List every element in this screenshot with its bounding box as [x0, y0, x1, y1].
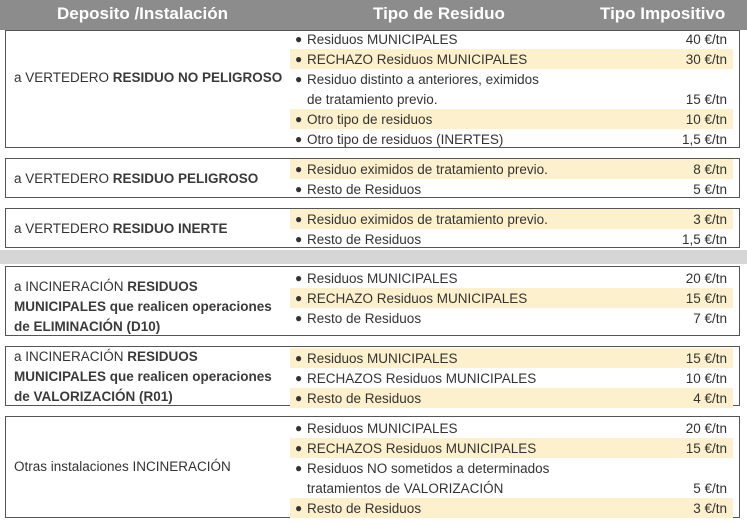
waste-type-text — [307, 309, 421, 329]
waste-type-line: Resto de Residuos — [307, 232, 422, 247]
waste-type-text — [307, 419, 458, 439]
waste-row — [290, 49, 733, 69]
waste-type-text — [307, 459, 549, 499]
waste-type-line: RECHAZO Residuos MUNICIPALES — [307, 291, 528, 306]
bullet-icon: ● — [295, 271, 303, 285]
tax-rate-value: 40 €/tn — [685, 32, 727, 47]
waste-type-text — [307, 70, 539, 110]
header-deposito: Deposito /Instalación — [57, 4, 228, 23]
bullet-icon: ● — [295, 441, 303, 455]
waste-row — [290, 109, 733, 129]
waste-type-line: Residuos NO sometidos a determinados — [307, 461, 550, 476]
tax-rate-value: 5 €/tn — [693, 182, 727, 197]
waste-type-line: Residuo eximidos de tratamiento previo. — [307, 162, 548, 177]
section-label-part: a VERTEDERO — [14, 70, 113, 85]
waste-type-text — [307, 269, 458, 289]
tax-rate-value: 20 €/tn — [685, 271, 727, 286]
waste-row — [290, 69, 733, 109]
section-label-part: RESIDUO INERTE — [112, 221, 228, 236]
waste-type-text — [307, 160, 548, 180]
waste-type-line: Residuo eximidos de tratamiento previo. — [307, 212, 548, 227]
section-label — [14, 277, 284, 337]
waste-type-line: Residuos MUNICIPALES — [307, 351, 458, 366]
section-separator — [0, 250, 747, 264]
waste-type-line: Residuos MUNICIPALES — [307, 32, 458, 47]
waste-row — [290, 308, 733, 328]
waste-row — [290, 159, 733, 179]
waste-row — [290, 268, 733, 288]
section-label-part: RESIDUOS MUNICIPALES que realicen operaciones de ELIMINACIÓN (D10) — [14, 279, 272, 334]
section-label — [14, 219, 284, 239]
tax-rate-value: 1,5 €/tn — [681, 132, 727, 147]
bullet-icon: ● — [295, 212, 303, 226]
bullet-icon: ● — [295, 391, 303, 405]
waste-row — [290, 229, 733, 249]
bullet-icon: ● — [295, 311, 303, 325]
bullet-icon: ● — [295, 461, 303, 475]
waste-row — [290, 368, 733, 388]
waste-type-text — [307, 210, 548, 230]
waste-row — [290, 209, 733, 229]
waste-type-line: Resto de Residuos — [307, 182, 422, 197]
waste-type-line: RECHAZOS Residuos MUNICIPALES — [307, 371, 537, 386]
waste-row — [290, 438, 733, 458]
waste-type-text — [307, 289, 527, 309]
bullet-icon: ● — [295, 371, 303, 385]
waste-type-line: Residuos MUNICIPALES — [307, 271, 458, 286]
tax-rate-value: 15 €/tn — [685, 92, 727, 107]
waste-type-text — [307, 180, 421, 200]
waste-row — [290, 388, 733, 408]
section-label — [14, 347, 284, 407]
waste-type-text — [307, 50, 527, 70]
waste-type-text — [307, 130, 503, 150]
tax-rate-value: 8 €/tn — [693, 162, 727, 177]
bullet-icon: ● — [295, 132, 303, 146]
tax-rate-value: 10 €/tn — [685, 371, 727, 386]
tax-rate-value: 3 €/tn — [693, 501, 727, 516]
waste-type-text — [307, 110, 432, 130]
header-tipo-residuo: Tipo de Residuo — [373, 4, 505, 23]
waste-type-line: Resto de Residuos — [307, 501, 422, 516]
waste-row — [290, 348, 733, 368]
section-label — [14, 68, 284, 88]
bullet-icon: ● — [295, 232, 303, 246]
tax-rate-value: 10 €/tn — [685, 112, 727, 127]
waste-type-text — [307, 389, 421, 409]
waste-type-text — [307, 30, 458, 50]
section-label-part: a VERTEDERO — [14, 171, 113, 186]
header-tipo-impositivo: Tipo Impositivo — [600, 4, 726, 23]
bullet-icon: ● — [295, 421, 303, 435]
section-label-part: RESIDUOS MUNICIPALES que realicen operaciones de VALORIZACIÓN (R01) — [14, 349, 272, 404]
section-label-part: Otras instalaciones INCINERACIÓN — [14, 459, 231, 474]
table-header — [0, 0, 747, 30]
waste-type-line: RECHAZOS Residuos MUNICIPALES — [307, 441, 537, 456]
tax-rate-value: 15 €/tn — [685, 351, 727, 366]
waste-type-text — [307, 499, 421, 519]
tax-rate-value: 15 €/tn — [685, 441, 727, 456]
section-label — [14, 457, 284, 477]
waste-type-line: Residuo distinto a anteriores, eximidos — [307, 72, 539, 87]
waste-row — [290, 29, 733, 49]
waste-type-text — [307, 439, 536, 459]
tax-rate-value: 5 €/tn — [693, 481, 727, 496]
bullet-icon: ● — [295, 72, 303, 86]
waste-row — [290, 179, 733, 199]
bullet-icon: ● — [295, 112, 303, 126]
waste-row — [290, 498, 733, 518]
waste-type-text — [307, 349, 458, 369]
bullet-icon: ● — [295, 52, 303, 66]
waste-row — [290, 129, 733, 149]
waste-type-line: RECHAZO Residuos MUNICIPALES — [307, 52, 528, 67]
tax-rate-value: 30 €/tn — [685, 52, 727, 67]
section-label-part: RESIDUO NO PELIGROSO — [112, 70, 283, 85]
section-label-part: a INCINERACIÓN — [14, 349, 128, 364]
tax-rate-value: 1,5 €/tn — [681, 232, 727, 247]
waste-type-line-2: de tratamiento previo. — [307, 92, 438, 107]
section-label-part: RESIDUO PELIGROSO — [112, 171, 259, 186]
bullet-icon: ● — [295, 182, 303, 196]
waste-type-line-2: tratamientos de VALORIZACIÓN — [307, 481, 504, 496]
tax-rate-value: 20 €/tn — [685, 421, 727, 436]
waste-type-line: Otro tipo de residuos (INERTES) — [307, 132, 504, 147]
section-label — [14, 169, 284, 189]
section-label-part: a VERTEDERO — [14, 221, 113, 236]
tax-rate-value: 3 €/tn — [693, 212, 727, 227]
waste-row — [290, 418, 733, 438]
waste-type-line: Resto de Residuos — [307, 391, 422, 406]
tax-rate-value: 7 €/tn — [693, 311, 727, 326]
waste-row — [290, 458, 733, 498]
bullet-icon: ● — [295, 501, 303, 515]
waste-type-line: Residuos MUNICIPALES — [307, 421, 458, 436]
bullet-icon: ● — [295, 162, 303, 176]
waste-row — [290, 288, 733, 308]
waste-type-line: Resto de Residuos — [307, 311, 422, 326]
waste-type-text — [307, 230, 421, 250]
bullet-icon: ● — [295, 291, 303, 305]
section-label-part: a INCINERACIÓN — [14, 279, 128, 294]
bullet-icon: ● — [295, 32, 303, 46]
waste-type-line: Otro tipo de residuos — [307, 112, 433, 127]
tax-rate-value: 15 €/tn — [685, 291, 727, 306]
bullet-icon: ● — [295, 351, 303, 365]
tax-rate-value: 4 €/tn — [693, 391, 727, 406]
waste-type-text — [307, 369, 536, 389]
